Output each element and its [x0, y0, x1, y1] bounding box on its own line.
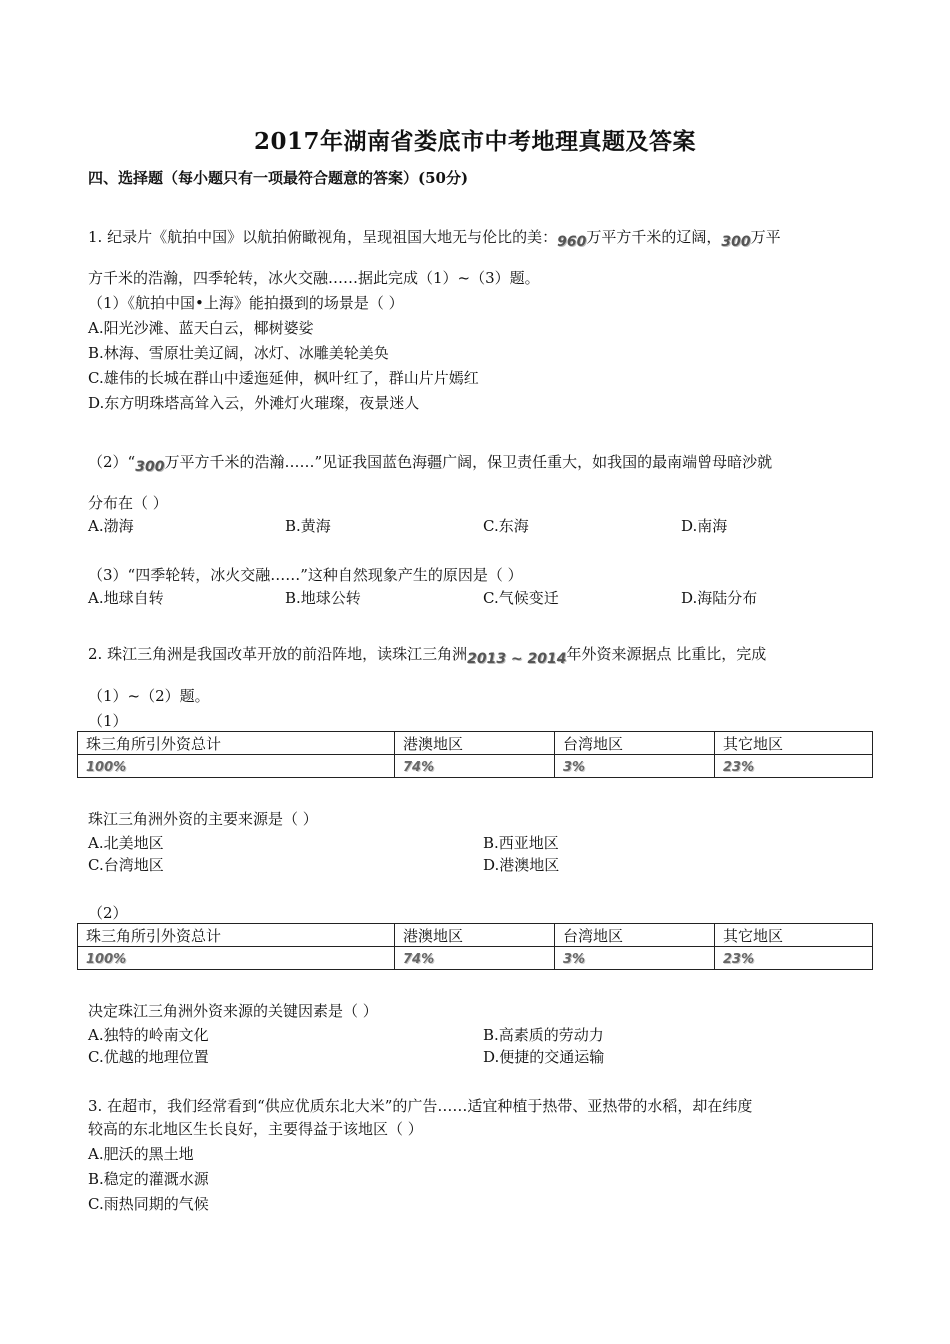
q1-intro-text-mid: 万平方千米的辽阔，	[586, 228, 722, 246]
q1-sub2-stem-text: 万平方千米的浩瀚……”见证我国蓝色海疆广阔，保卫责任重大，如我国的最南端曾母暗沙就	[164, 453, 773, 471]
q1-sub1-stem: （1）《航拍中国•上海》能拍摄到的场景是（ ）	[88, 294, 404, 312]
q1-sub3-option-b: B.地球公转	[285, 589, 361, 607]
q1-sub2-quote-open: （2）“	[88, 453, 136, 471]
q1-intro-text: 1. 纪录片《航拍中国》以航拍俯瞰视角，呈现祖国大地无与伦比的美：	[88, 228, 558, 246]
table-cell	[715, 947, 873, 970]
q2-sub1-option-d: D.港澳地区	[483, 856, 560, 874]
q2-sub2-table	[77, 923, 873, 970]
q1-sub3-stem: （3）“四季轮转，冰火交融……”这种自然现象产生的原因是（ ）	[88, 566, 523, 584]
table-value: 100%	[86, 760, 127, 775]
table-value: 100%	[86, 952, 127, 967]
table-cell	[395, 947, 555, 970]
q1-sub1-option-b: B.林海、雪原壮美辽阔，冰灯、冰雕美轮美奂	[88, 344, 389, 362]
q2-sub2-option-c: C.优越的地理位置	[88, 1048, 209, 1066]
q3-stem-line1: 3. 在超市，我们经常看到“供应优质东北大米”的广告……适宜种植于热带、亚热带的水稻，却在纬度	[88, 1097, 753, 1115]
table-row	[78, 755, 873, 778]
q1-intro-text-end: 万平	[750, 228, 781, 246]
q2-intro-text: 2. 珠江三角洲是我国改革开放的前沿阵地，读珠江三角洲	[88, 645, 468, 663]
q2-sub2-stem: 决定珠江三角洲外资来源的关键因素是（ ）	[88, 1002, 378, 1020]
table-value: 74%	[403, 760, 435, 775]
q2-year-range: 2013 ~ 2014	[467, 651, 567, 667]
table-cell	[555, 947, 715, 970]
q3-option-a: A.肥沃的黑土地	[88, 1145, 194, 1163]
q2-sub2-label: （2）	[88, 904, 128, 922]
q1-sub3-option-d: D.海陆分布	[681, 589, 758, 607]
table-value: 23%	[723, 760, 755, 775]
q1-intro-line2: 方千米的浩瀚，四季轮转，冰火交融……据此完成（1）~（3）题。	[88, 269, 540, 287]
table-header-cell: 珠三角所引外资总计	[78, 924, 395, 947]
q2-intro-text-end: 年外资来源据点 比重比，完成	[566, 645, 767, 663]
q1-sub1-option-a: A.阳光沙滩、蓝天白云，椰树婆娑	[88, 319, 314, 337]
q1-sub1-option-c: C.雄伟的长城在群山中逶迤延伸，枫叶红了，群山片片嫣红	[88, 369, 479, 387]
table-value: 23%	[723, 952, 755, 967]
table-header-cell: 港澳地区	[395, 924, 555, 947]
q3-stem-line2: 较高的东北地区生长良好，主要得益于该地区（ ）	[88, 1120, 423, 1138]
q1-sub2-stem-line1	[88, 451, 773, 475]
q1-sub2-option-a: A.渤海	[88, 517, 134, 535]
q2-sub2-option-b: B.高素质的劳动力	[483, 1026, 604, 1044]
q2-sub1-table	[77, 731, 873, 778]
q2-sub1-option-a: A.北美地区	[88, 834, 164, 852]
q1-sub3-option-a: A.地球自转	[88, 589, 164, 607]
table-cell	[395, 755, 555, 778]
table-value: 3%	[563, 760, 586, 775]
q1-sub2-option-b: B.黄海	[285, 517, 331, 535]
table-cell	[78, 947, 395, 970]
table-header-cell: 其它地区	[715, 924, 873, 947]
q1-sub1-option-d: D.东方明珠塔高耸入云，外滩灯火璀璨，夜景迷人	[88, 394, 420, 412]
table-cell	[555, 755, 715, 778]
table-header-row	[78, 732, 873, 755]
q1-sub2-number-300: 300	[135, 459, 165, 475]
table-header-cell: 港澳地区	[395, 732, 555, 755]
q2-sub1-option-b: B.西亚地区	[483, 834, 559, 852]
section-heading: 四、选择题（每小题只有一项最符合题意的答案）(50分)	[88, 169, 469, 187]
table-cell	[78, 755, 395, 778]
q1-intro-line1	[88, 226, 781, 250]
q1-sub2-option-c: C.东海	[483, 517, 529, 535]
table-header-cell: 台湾地区	[555, 924, 715, 947]
table-header-row	[78, 924, 873, 947]
table-value: 74%	[403, 952, 435, 967]
table-row	[78, 947, 873, 970]
table-header-cell: 其它地区	[715, 732, 873, 755]
q2-sub1-label: （1）	[88, 712, 128, 730]
q2-sub1-option-c: C.台湾地区	[88, 856, 164, 874]
q3-option-c: C.雨热同期的气候	[88, 1195, 209, 1213]
q1-number-960: 960	[557, 234, 587, 250]
table-header-cell: 台湾地区	[555, 732, 715, 755]
q1-sub2-option-d: D.南海	[681, 517, 728, 535]
q1-sub3-option-c: C.气候变迁	[483, 589, 559, 607]
q1-number-300: 300	[721, 234, 751, 250]
page-title: 2017年湖南省娄底市中考地理真题及答案	[253, 128, 696, 155]
table-header-cell: 珠三角所引外资总计	[78, 732, 395, 755]
q2-sub2-option-a: A.独特的岭南文化	[88, 1026, 209, 1044]
table-value: 3%	[563, 952, 586, 967]
table-cell	[715, 755, 873, 778]
q2-sub1-stem: 珠江三角洲外资的主要来源是（ ）	[88, 810, 318, 828]
q2-sub2-option-d: D.便捷的交通运输	[483, 1048, 605, 1066]
q2-intro-line1	[88, 643, 767, 667]
q3-option-b: B.稳定的灌溉水源	[88, 1170, 209, 1188]
q2-intro-line2: （1）~（2）题。	[88, 687, 210, 705]
q1-sub2-stem-line2: 分布在（ ）	[88, 494, 168, 512]
